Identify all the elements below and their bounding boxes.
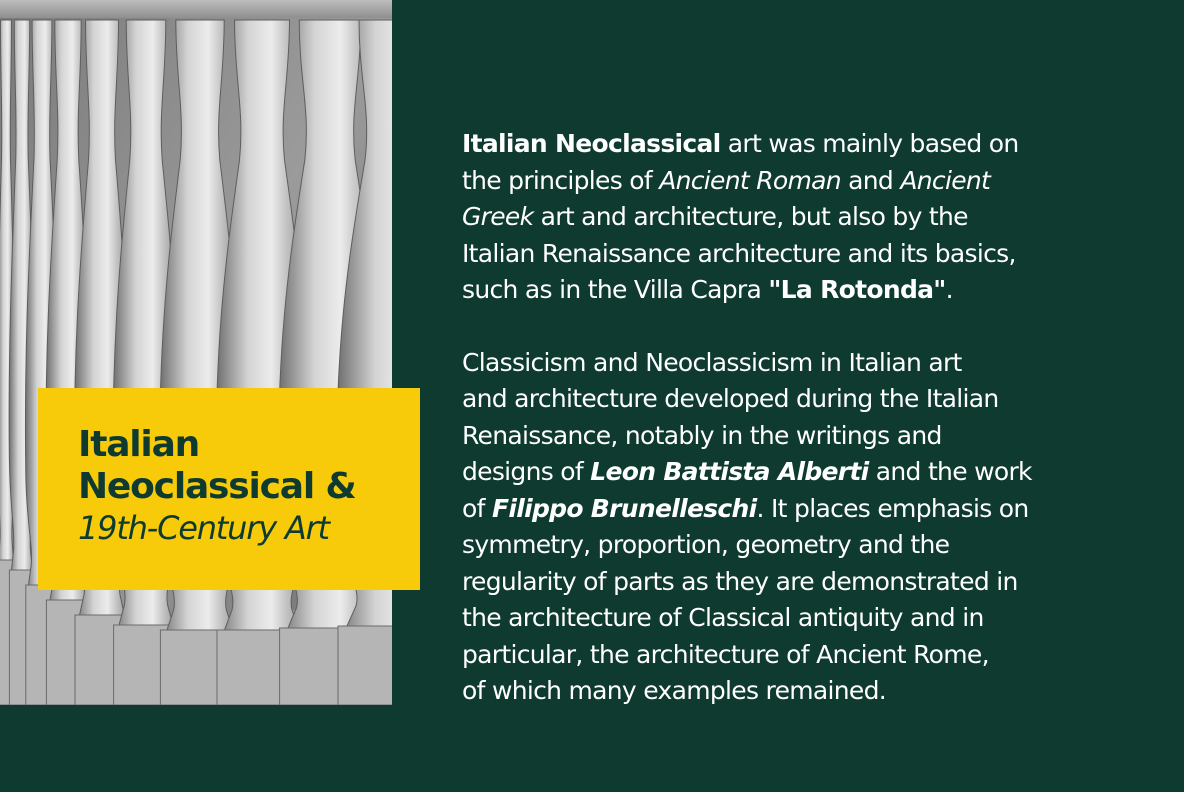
balustrade-illustration	[0, 0, 392, 705]
p2-name-brunelleschi: Filippo Brunelleschi	[491, 493, 757, 523]
p1-bold-term: "La Rotonda"	[768, 275, 946, 304]
p1-italic-term: Ancient Roman	[659, 165, 841, 195]
p2-line-2: and architecture developed during the Italian	[462, 384, 999, 413]
p1-text: the principles of	[462, 165, 660, 195]
p2-line-1: Classicism and Neoclassicism in Italian art	[462, 347, 962, 377]
title-line-2: Neoclassical &	[78, 466, 356, 507]
title-card	[38, 388, 420, 590]
p1-text: .	[945, 275, 953, 304]
p1-line-5	[462, 272, 1162, 309]
p2-line-8: the architecture of Classical antiquity and in	[462, 603, 984, 632]
title-subtitle: 19th-Century Art	[78, 509, 329, 547]
p2-text: . It places emphasis on	[756, 493, 1029, 523]
p1-line-4: Italian Renaissance architecture and its basics,	[462, 238, 1016, 268]
body-text	[462, 126, 1162, 710]
p2-line-9: particular, the architecture of Ancient Rome,	[462, 639, 989, 669]
paragraph-1	[462, 126, 1162, 309]
p1-text: art and architecture, but also by the	[533, 202, 968, 231]
p1-line-2	[462, 163, 1162, 200]
p1-line-1	[462, 126, 1162, 163]
p1-text: such as in the Villa Capra	[462, 275, 769, 304]
p1-italic-term: Greek	[462, 202, 534, 231]
p2-text: of	[462, 493, 492, 523]
p2-line-4	[462, 454, 1162, 491]
p2-line-3: Renaissance, notably in the writings and	[462, 420, 942, 450]
p1-text: and	[840, 165, 901, 195]
p2-text: and the work	[868, 457, 1032, 486]
paragraph-2	[462, 345, 1162, 710]
p2-line-6: symmetry, proportion, geometry and the	[462, 530, 950, 559]
p2-text: designs of	[462, 457, 591, 486]
p1-text: art was mainly based on	[720, 129, 1019, 158]
p1-italic-term: Ancient	[900, 165, 991, 195]
balustrade-photo	[0, 0, 392, 705]
baluster-base	[338, 626, 392, 705]
p2-line-10: of which many examples remained.	[462, 676, 887, 705]
p1-bold-term: Italian Neoclassical	[462, 129, 721, 158]
p2-line-5	[462, 491, 1162, 528]
p2-line-7: regularity of parts as they are demonstrated in	[462, 566, 1018, 596]
p1-line-3	[462, 199, 1162, 236]
title-line-1: Italian	[78, 424, 200, 465]
p2-name-alberti: Leon Battista Alberti	[590, 457, 869, 486]
